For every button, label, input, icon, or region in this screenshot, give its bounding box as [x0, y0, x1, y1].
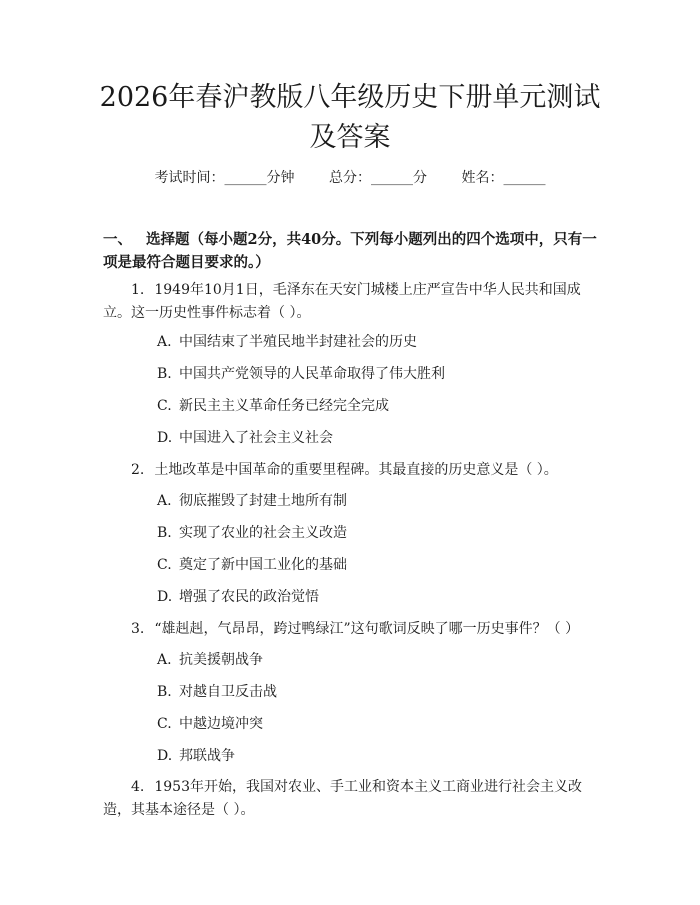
question-1-option-c: [157, 396, 389, 416]
option-letter: D.: [157, 589, 173, 605]
option-text: 彻底摧毁了封建土地所有制: [179, 493, 347, 509]
option-letter: C.: [157, 398, 172, 414]
option-letter: B.: [157, 684, 172, 700]
option-letter: C.: [157, 716, 172, 732]
question-3-option-c: [157, 714, 263, 734]
option-letter: B.: [157, 366, 172, 382]
section-number: 一、: [103, 231, 132, 248]
question-1-option-a: [157, 332, 417, 352]
question-3: [103, 618, 597, 641]
option-text: 中国结束了半殖民地半封建社会的历史: [179, 334, 417, 350]
question-number: 4.: [131, 779, 145, 795]
option-text: 奠定了新中国工业化的基础: [179, 557, 347, 573]
section-instructions: 选择题（每小题2分，共40分。下列每小题列出的四个选项中，只有一项是最符合题目要求的。）: [103, 231, 597, 271]
option-letter: A.: [157, 493, 172, 509]
option-letter: B.: [157, 525, 172, 541]
question-text: “雄赳赳，气昂昂，跨过鸭绿江”这句歌词反映了哪一历史事件？（ ）: [154, 621, 580, 637]
option-text: 邦联战争: [179, 748, 235, 764]
question-2-option-d: [157, 587, 319, 607]
question-3-option-b: [157, 682, 277, 702]
option-text: 增强了农民的政治觉悟: [179, 589, 319, 605]
question-4: [103, 776, 597, 822]
student-name-field: 姓名：______: [461, 170, 546, 186]
total-score-field: 总分：______分: [329, 170, 427, 186]
section-heading: [103, 228, 597, 274]
question-2: [103, 459, 597, 482]
question-3-option-d: [157, 746, 235, 766]
question-number: 1.: [131, 282, 145, 298]
question-1-option-d: [157, 428, 333, 448]
option-letter: D.: [157, 748, 173, 764]
question-text: 土地改革是中国革命的重要里程碑。其最直接的历史意义是（ ）。: [154, 462, 558, 478]
question-2-option-c: [157, 555, 347, 575]
question-number: 2.: [131, 462, 145, 478]
question-text: 1953年开始，我国对农业、手工业和资本主义工商业进行社会主义改造，其基本途径是（ ）。: [103, 779, 582, 818]
question-3-option-a: [157, 650, 263, 670]
option-letter: D.: [157, 430, 173, 446]
option-letter: A.: [157, 652, 172, 668]
question-1-option-b: [157, 364, 445, 384]
question-2-option-a: [157, 491, 347, 511]
page-title: 2026年春沪教版八年级历史下册单元测试及答案: [99, 82, 601, 153]
option-letter: A.: [157, 334, 172, 350]
option-text: 对越自卫反击战: [179, 684, 277, 700]
option-letter: C.: [157, 557, 172, 573]
option-text: 实现了农业的社会主义改造: [179, 525, 347, 541]
exam-meta: [0, 168, 700, 188]
option-text: 抗美援朝战争: [179, 652, 263, 668]
option-text: 中越边境冲突: [179, 716, 263, 732]
question-2-option-b: [157, 523, 347, 543]
question-text: 1949年10月1日，毛泽东在天安门城楼上庄严宣告中华人民共和国成立。这一历史性事件标志着（ ）。: [103, 282, 581, 321]
question-number: 3.: [131, 621, 145, 637]
option-text: 中国进入了社会主义社会: [179, 430, 333, 446]
option-text: 新民主主义革命任务已经完全完成: [179, 398, 389, 414]
option-text: 中国共产党领导的人民革命取得了伟大胜利: [179, 366, 445, 382]
exam-time-field: 考试时间：______分钟: [154, 170, 295, 186]
question-1: [103, 279, 597, 325]
